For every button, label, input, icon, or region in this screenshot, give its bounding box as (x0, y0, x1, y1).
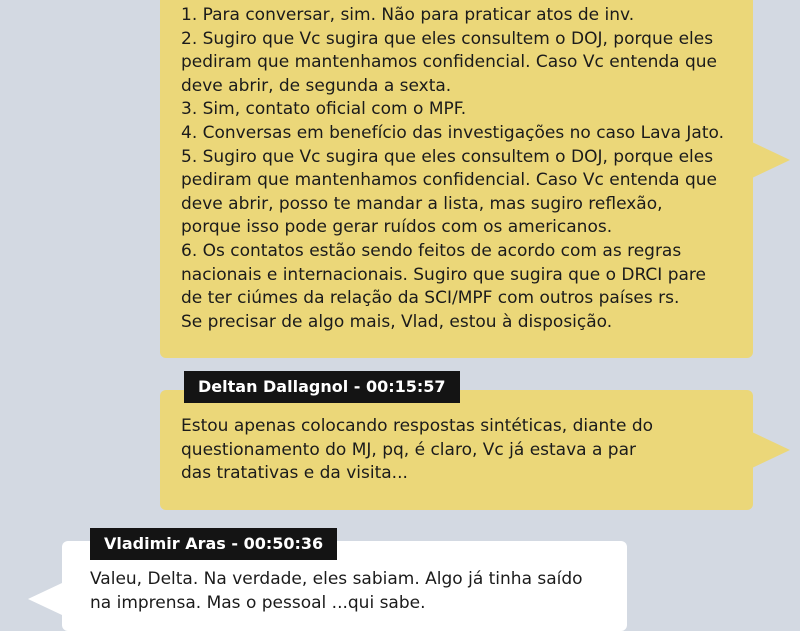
sender-tag: Vladimir Aras - 00:50:36 (90, 528, 337, 560)
bubble-tail (752, 142, 790, 178)
message-line: 2. Sugiro que Vc sugira que eles consultem o DOJ, porque eles (181, 28, 714, 49)
bubble-tail (28, 583, 62, 615)
message-line: deve abrir, posso te mandar a lista, mas sugiro reflexão, (181, 193, 663, 214)
message-line: questionamento do MJ, pq, é claro, Vc já estava a par (181, 439, 636, 460)
message-line: pediram que mantenhamos confidencial. Caso Vc entenda que (181, 170, 717, 191)
message-line: pediram que mantenhamos confidencial. Caso Vc entenda que (181, 52, 717, 73)
message-line: das tratativas e da visita... (181, 463, 408, 484)
message-line: Valeu, Delta. Na verdade, eles sabiam. Algo já tinha saído (90, 569, 583, 589)
message-line: 3. Sim, contato oficial com o MPF. (181, 99, 467, 120)
message-line: Se precisar de algo mais, Vlad, estou à disposição. (181, 311, 613, 332)
message-line: 4. Conversas em benefício das investigações no caso Lava Jato. (181, 122, 724, 143)
message-line: 1. Para conversar, sim. Não para praticar atos de inv. (181, 5, 635, 25)
message-line: na imprensa. Mas o pessoal ...qui sabe. (90, 592, 426, 613)
message-line: deve abrir, de segunda a sexta. (181, 75, 452, 96)
message-bubble-2 (160, 390, 753, 510)
message-line: Estou apenas colocando respostas sintéticas, diante do (181, 416, 654, 436)
message-line: 6. Os contatos estão sendo feitos de acordo com as regras (181, 240, 682, 261)
sender-tag: Deltan Dallagnol - 00:15:57 (184, 371, 460, 403)
message-line: 5. Sugiro que Vc sugira que eles consultem o DOJ, porque eles (181, 146, 714, 167)
message-line: de ter ciúmes da relação da SCI/MPF com outros países rs. (181, 288, 680, 309)
message-line: nacionais e internacionais. Sugiro que sugira que o DRCI pare (181, 264, 706, 285)
message-line: porque isso pode gerar ruídos com os americanos. (181, 217, 613, 238)
message-bubble-1 (160, 0, 753, 358)
bubble-tail (752, 432, 790, 468)
